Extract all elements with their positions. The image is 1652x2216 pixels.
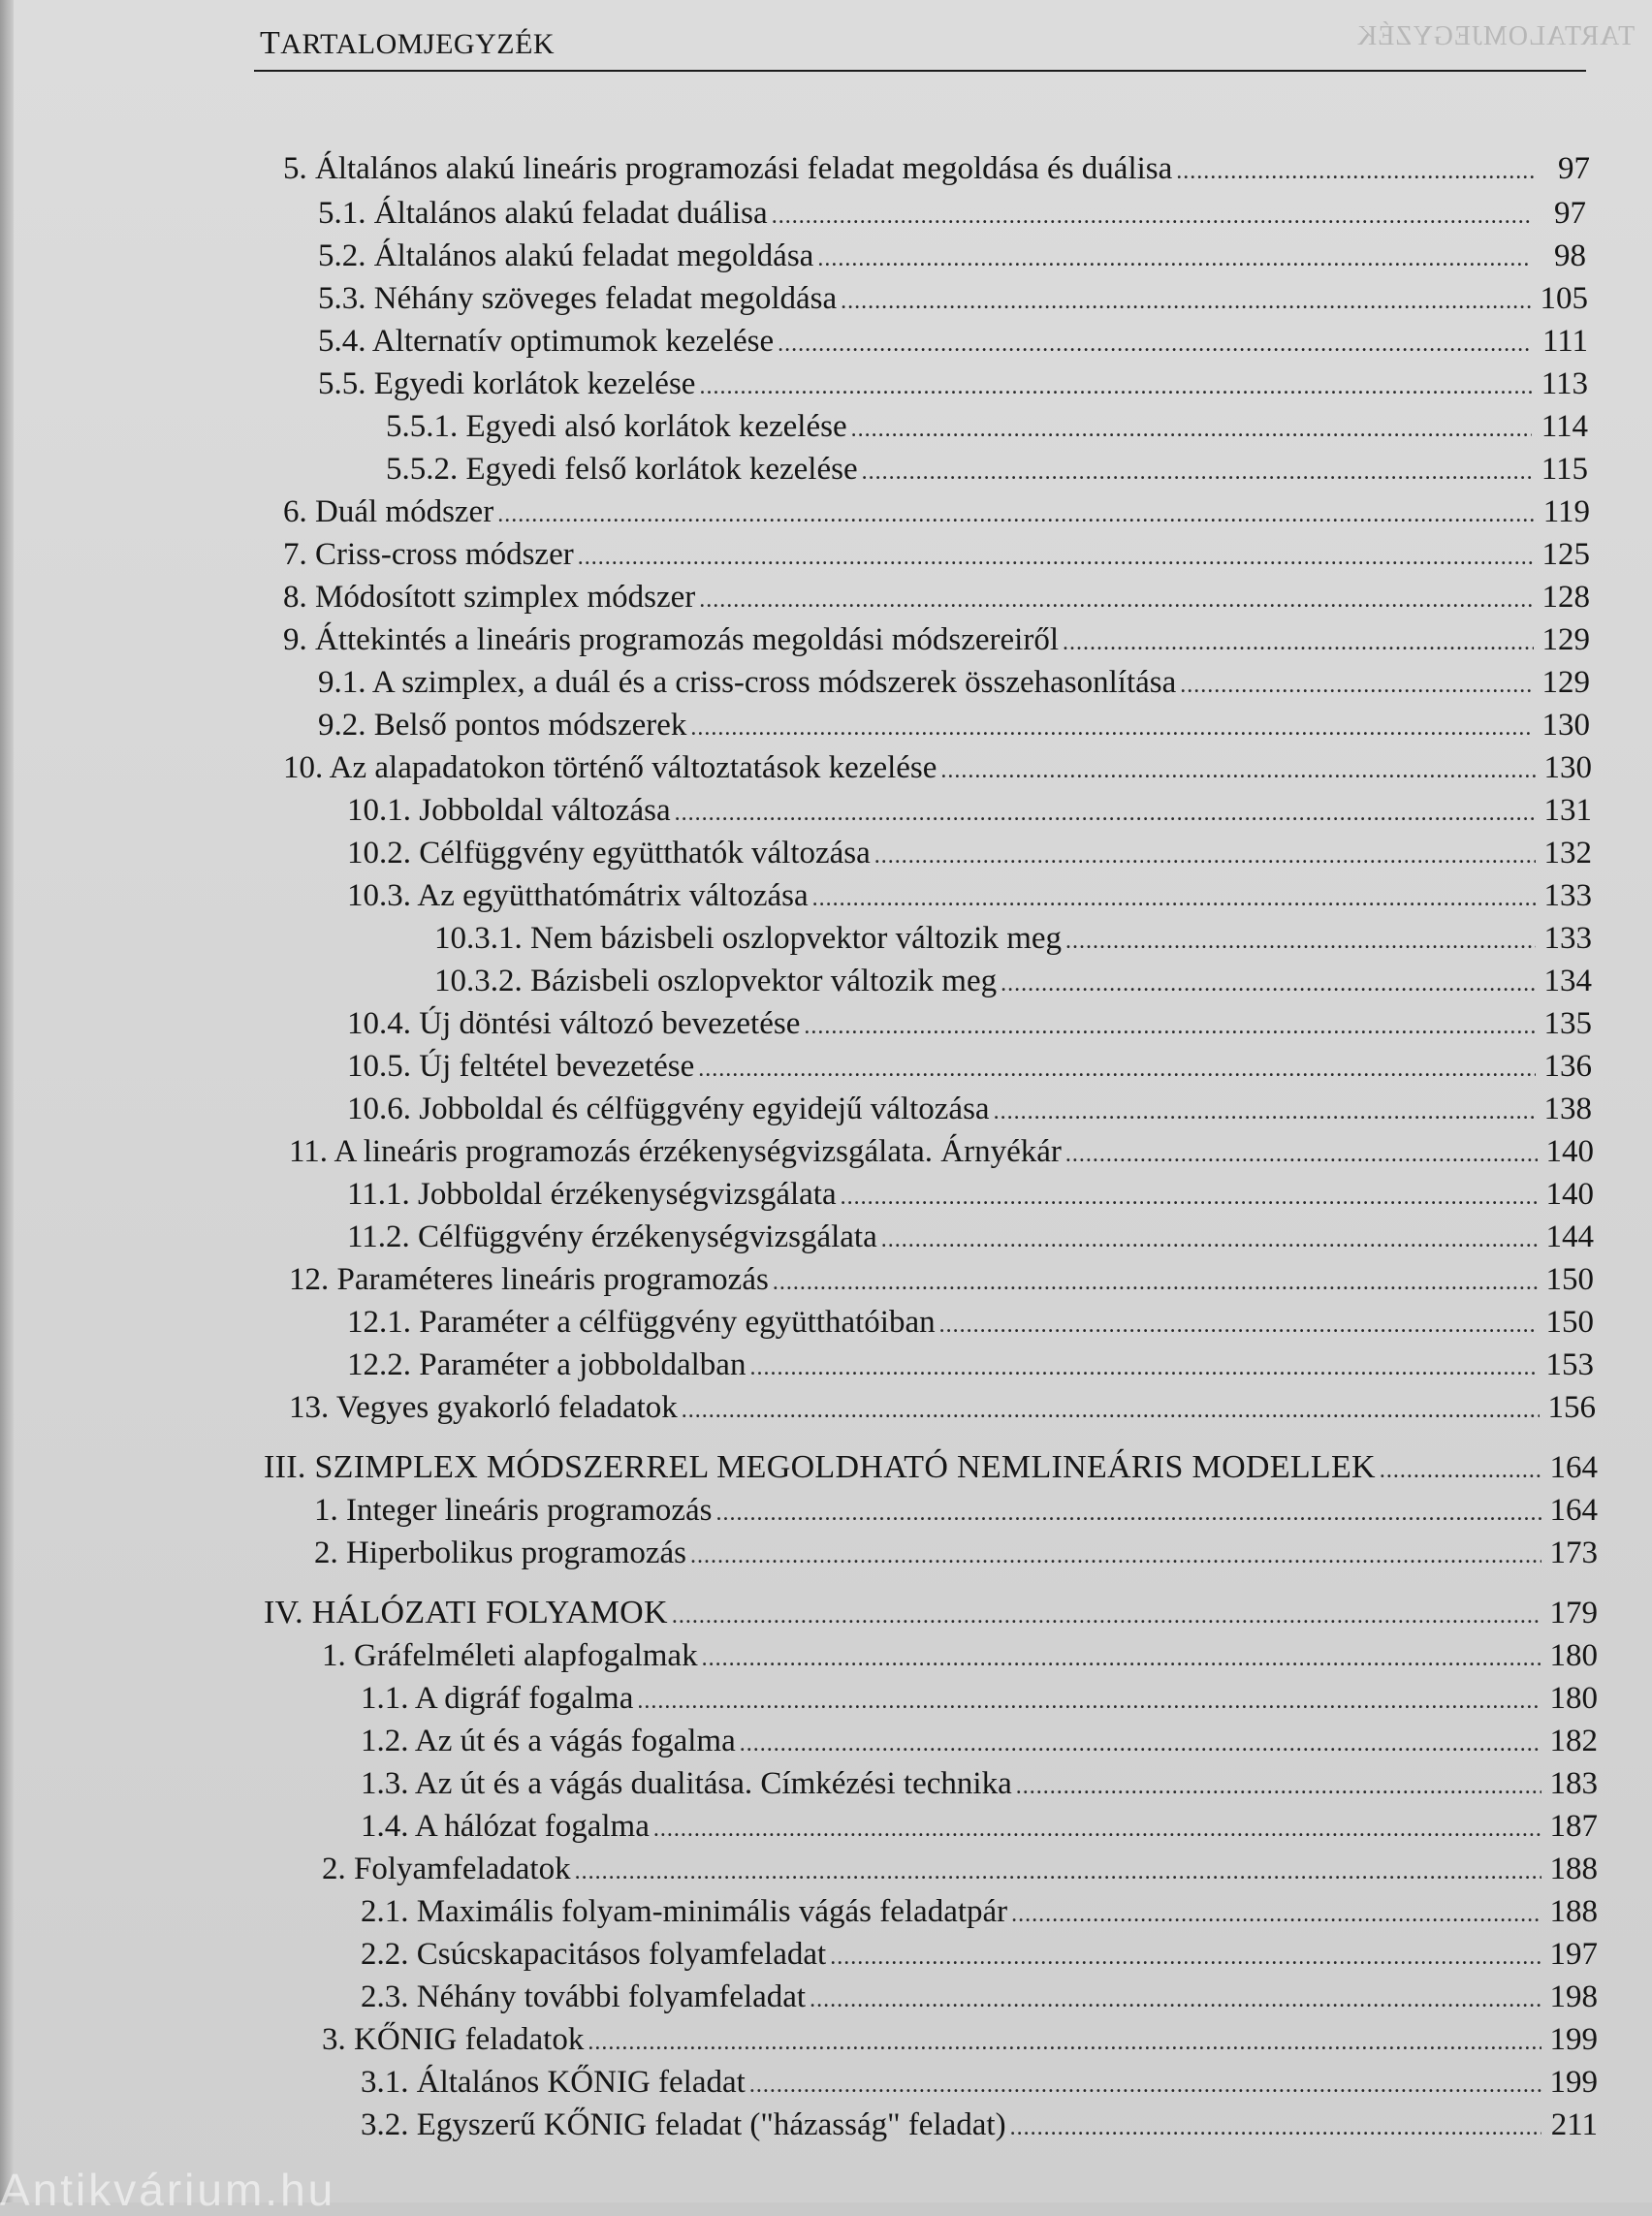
toc-entry-page: 211 bbox=[1550, 2107, 1598, 2142]
toc-entry-title: 5.5. Egyedi korlátok kezelése bbox=[318, 366, 696, 401]
toc-entry bbox=[347, 1303, 1594, 1345]
toc-entry-page: 182 bbox=[1549, 1724, 1598, 1758]
dot-leader bbox=[497, 495, 1534, 534]
dot-leader bbox=[1010, 2108, 1541, 2147]
dot-leader bbox=[773, 1263, 1538, 1302]
toc-entry bbox=[434, 919, 1592, 961]
toc-entry bbox=[361, 2105, 1598, 2147]
dot-leader bbox=[804, 1007, 1536, 1046]
dot-leader bbox=[690, 709, 1534, 747]
toc-entry-title: 10.3.2. Bázisbeli oszlopvektor változik meg bbox=[434, 964, 998, 998]
dot-leader bbox=[1176, 152, 1534, 191]
toc-entry bbox=[314, 1491, 1598, 1533]
toc-entry-title: 10. Az alapadatokon történő változtatások kezelése bbox=[283, 750, 937, 785]
dot-leader bbox=[778, 325, 1532, 364]
toc-entry-title: 6. Duál módszer bbox=[283, 494, 494, 529]
toc-entry bbox=[361, 1764, 1598, 1806]
dot-leader bbox=[810, 1980, 1541, 2019]
toc-entry-title: 12.2. Paraméter a jobboldalban bbox=[347, 1347, 747, 1382]
toc-entry-title: 5.5.1. Egyedi alsó korlátok kezelése bbox=[386, 409, 847, 444]
dot-leader bbox=[812, 879, 1536, 918]
toc-entry-title: 12. Paraméteres lineáris programozás bbox=[289, 1262, 769, 1297]
toc-entry-title: 1. Integer lineáris programozás bbox=[314, 1493, 713, 1528]
toc-entry bbox=[361, 1807, 1598, 1849]
header-rule bbox=[254, 70, 1586, 72]
toc-entry-title: 10.2. Célfüggvény együtthatók változása bbox=[347, 836, 871, 871]
toc-entry bbox=[322, 2020, 1598, 2062]
toc-entry bbox=[434, 962, 1592, 1003]
toc-entry-title: 9.2. Belső pontos módszerek bbox=[318, 708, 687, 743]
toc-entry-title: 2. Hiperbolikus programozás bbox=[314, 1535, 686, 1570]
toc-part-entry bbox=[264, 1448, 1598, 1490]
dot-leader bbox=[841, 1178, 1538, 1217]
toc-entry-title: 9.1. A szimplex, a duál és a criss-cross módszerek összehasonlítása bbox=[318, 665, 1177, 700]
dot-leader bbox=[994, 1092, 1536, 1131]
dot-leader bbox=[939, 1306, 1538, 1345]
toc-entry-title: 1.1. A digráf fogalma bbox=[361, 1681, 634, 1716]
toc-entry-page: 180 bbox=[1549, 1638, 1598, 1673]
toc-entry bbox=[283, 149, 1590, 191]
toc-entry-page: 164 bbox=[1549, 1450, 1598, 1485]
toc-entry-page: 150 bbox=[1545, 1262, 1594, 1297]
toc-entry bbox=[318, 364, 1588, 406]
toc-entry-title: 5. Általános alakú lineáris programozási feladat megoldása és duálisa bbox=[283, 151, 1173, 186]
toc-entry-page: 199 bbox=[1549, 2065, 1598, 2100]
toc-entry-page: 199 bbox=[1549, 2022, 1598, 2057]
dot-leader bbox=[1001, 965, 1536, 1003]
toc-entry-title: 1. Gráfelméleti alapfogalmak bbox=[322, 1638, 698, 1673]
toc-entry-title: 5.1. Általános alakú feladat duálisa bbox=[318, 196, 768, 231]
toc-entry bbox=[347, 1345, 1594, 1387]
toc-entry-page: 128 bbox=[1541, 580, 1590, 615]
toc-entry-page: 105 bbox=[1540, 281, 1588, 316]
toc-entry bbox=[318, 663, 1590, 705]
dot-leader bbox=[940, 751, 1536, 790]
dot-leader bbox=[1063, 623, 1534, 662]
toc-entry-page: 133 bbox=[1543, 878, 1592, 913]
toc-entry-page: 134 bbox=[1543, 964, 1592, 998]
toc-entry bbox=[347, 1218, 1594, 1259]
page-edge-shadow bbox=[0, 0, 14, 2202]
toc-entry-title: 7. Criss-cross módszer bbox=[283, 537, 574, 572]
toc-entry bbox=[347, 1047, 1592, 1089]
toc-entry bbox=[347, 1090, 1592, 1131]
dot-leader bbox=[675, 794, 1536, 833]
toc-entry-page: 183 bbox=[1549, 1766, 1598, 1801]
bleed-through-text: TARTALOMJEGYZÉK bbox=[1355, 21, 1635, 51]
dot-leader bbox=[588, 2023, 1541, 2062]
toc-entry bbox=[289, 1132, 1594, 1174]
toc-entry bbox=[318, 706, 1590, 747]
toc-entry-title: 11.1. Jobboldal érzékenységvizsgálata bbox=[347, 1177, 837, 1212]
toc-entry bbox=[283, 748, 1592, 790]
dot-leader bbox=[1011, 1895, 1541, 1934]
dot-leader bbox=[682, 1391, 1540, 1430]
toc-entry-title: 1.2. Az út és a vágás fogalma bbox=[361, 1724, 736, 1758]
toc-entry bbox=[283, 578, 1590, 619]
toc-entry-page: 150 bbox=[1545, 1305, 1594, 1340]
toc-entry bbox=[347, 791, 1592, 833]
toc-entry-page: 130 bbox=[1541, 708, 1590, 743]
toc-entry-title: 8. Módosított szimplex módszer bbox=[283, 580, 696, 615]
toc-entry-title: 2.3. Néhány további folyamfeladat bbox=[361, 1979, 807, 2014]
toc-entry-page: 188 bbox=[1549, 1894, 1598, 1929]
dot-leader bbox=[1065, 1135, 1538, 1174]
toc-entry-page: 129 bbox=[1541, 665, 1590, 700]
toc-entry bbox=[318, 279, 1588, 321]
toc-entry-title: 10.4. Új döntési változó bevezetése bbox=[347, 1006, 801, 1041]
toc-entry-page: 131 bbox=[1543, 793, 1592, 828]
toc-entry-title: 11. A lineáris programozás érzékenységvizsgálata. Árnyékár bbox=[289, 1134, 1062, 1169]
toc-entry-page: 144 bbox=[1545, 1219, 1594, 1254]
toc-entry-page: 188 bbox=[1549, 1852, 1598, 1886]
toc-entry-page: 98 bbox=[1554, 238, 1586, 273]
toc-entry-page: 115 bbox=[1541, 452, 1588, 487]
toc-entry bbox=[283, 620, 1590, 662]
dot-leader bbox=[851, 410, 1532, 449]
toc-entry-title: 11.2. Célfüggvény érzékenységvizsgálata bbox=[347, 1219, 877, 1254]
toc-entry bbox=[322, 1850, 1598, 1891]
toc-entry-page: 97 bbox=[1554, 196, 1586, 231]
toc-entry-title: III. SZIMPLEX MÓDSZERREL MEGOLDHATÓ NEMLINEÁRIS MODELLEK bbox=[264, 1449, 1376, 1485]
dot-leader bbox=[749, 2066, 1541, 2105]
toc-entry-title: 10.5. Új feltétel bevezetése bbox=[347, 1049, 695, 1084]
toc-entry-page: 97 bbox=[1558, 151, 1590, 186]
toc-entry-page: 113 bbox=[1541, 366, 1588, 401]
toc-entry bbox=[361, 1722, 1598, 1763]
toc-entry bbox=[361, 1978, 1598, 2019]
toc-entry-title: 5.5.2. Egyedi felső korlátok kezelése bbox=[386, 452, 858, 487]
toc-entry-title: 5.2. Általános alakú feladat megoldása bbox=[318, 238, 814, 273]
dot-leader bbox=[881, 1220, 1538, 1259]
toc-entry bbox=[318, 322, 1588, 364]
toc-entry-title: 2.2. Csúcskapacitásos folyamfeladat bbox=[361, 1937, 827, 1972]
toc-entry bbox=[314, 1534, 1598, 1575]
dot-leader bbox=[699, 367, 1532, 406]
toc-entry-page: 136 bbox=[1543, 1049, 1592, 1084]
toc-entry bbox=[283, 535, 1590, 577]
toc-entry-page: 197 bbox=[1549, 1937, 1598, 1972]
toc-entry-page: 129 bbox=[1541, 622, 1590, 657]
toc-entry-title: 2.1. Maximális folyam-minimális vágás feladatpár bbox=[361, 1894, 1008, 1929]
toc-entry-page: 133 bbox=[1543, 921, 1592, 956]
toc-entry bbox=[347, 834, 1592, 875]
toc-entry-title: IV. HÁLÓZATI FOLYAMOK bbox=[264, 1595, 668, 1630]
dot-leader bbox=[716, 1494, 1541, 1533]
dot-leader bbox=[841, 282, 1532, 321]
toc-entry-page: 111 bbox=[1541, 324, 1588, 359]
header-initial: T bbox=[260, 25, 281, 61]
header-rest: ARTALOMJEGYZÉK bbox=[280, 28, 556, 60]
toc-entry-page: 180 bbox=[1549, 1681, 1598, 1716]
toc-entry bbox=[283, 492, 1590, 534]
toc-entry-page: 164 bbox=[1549, 1493, 1598, 1528]
toc-entry bbox=[347, 1004, 1592, 1046]
toc-entry bbox=[289, 1388, 1596, 1430]
toc-entry-title: 10.6. Jobboldal és célfüggvény egyidejű változása bbox=[347, 1092, 990, 1126]
dot-leader bbox=[578, 538, 1534, 577]
dot-leader bbox=[740, 1725, 1541, 1763]
toc-entry bbox=[289, 1260, 1594, 1302]
toc-entry-page: 173 bbox=[1549, 1535, 1598, 1570]
toc-part-entry bbox=[264, 1594, 1598, 1635]
toc-entry-page: 135 bbox=[1543, 1006, 1592, 1041]
toc-entry-page: 187 bbox=[1549, 1809, 1598, 1844]
dot-leader bbox=[672, 1597, 1541, 1635]
toc-entry-title: 3. KŐNIG feladatok bbox=[322, 2022, 585, 2057]
toc-entry-page: 119 bbox=[1542, 494, 1590, 529]
running-header bbox=[260, 25, 555, 62]
toc-entry-title: 10.1. Jobboldal változása bbox=[347, 793, 671, 828]
toc-entry-page: 138 bbox=[1543, 1092, 1592, 1126]
toc-entry bbox=[347, 876, 1592, 918]
toc-entry-title: 10.3. Az együtthatómátrix változása bbox=[347, 878, 809, 913]
dot-leader bbox=[702, 1639, 1541, 1678]
toc-entry bbox=[318, 237, 1586, 278]
toc-entry-title: 5.4. Alternatív optimumok kezelése bbox=[318, 324, 775, 359]
toc-entry-page: 114 bbox=[1541, 409, 1588, 444]
toc-entry bbox=[386, 450, 1588, 491]
watermark: Antikvárium.hu bbox=[0, 2165, 336, 2215]
toc-entry bbox=[386, 407, 1588, 449]
dot-leader bbox=[1065, 922, 1536, 961]
toc-entry-title: 5.3. Néhány szöveges feladat megoldása bbox=[318, 281, 838, 316]
toc-entry bbox=[361, 1935, 1598, 1977]
toc-entry-page: 130 bbox=[1543, 750, 1592, 785]
toc-entry-page: 125 bbox=[1541, 537, 1590, 572]
toc-entry bbox=[318, 194, 1586, 236]
dot-leader bbox=[699, 581, 1534, 619]
toc-entry-title: 9. Áttekintés a lineáris programozás megoldási módszereiről bbox=[283, 622, 1060, 657]
dot-leader bbox=[830, 1938, 1541, 1977]
toc-entry bbox=[361, 2063, 1598, 2105]
toc-entry-title: 1.3. Az út és a vágás dualitása. Címkézési technika bbox=[361, 1766, 1012, 1801]
dot-leader bbox=[637, 1682, 1541, 1721]
toc-entry bbox=[322, 1636, 1598, 1678]
toc-entry-page: 140 bbox=[1545, 1177, 1594, 1212]
toc-entry-page: 140 bbox=[1545, 1134, 1594, 1169]
dot-leader bbox=[1016, 1767, 1541, 1806]
dot-leader bbox=[1180, 666, 1534, 705]
toc-entry-page: 179 bbox=[1549, 1596, 1598, 1630]
toc-entry-page: 198 bbox=[1549, 1979, 1598, 2014]
dot-leader bbox=[690, 1536, 1541, 1575]
dot-leader bbox=[653, 1810, 1541, 1849]
toc-entry-page: 132 bbox=[1543, 836, 1592, 871]
dot-leader bbox=[698, 1050, 1536, 1089]
toc-entry bbox=[347, 1175, 1594, 1217]
toc-entry-title: 13. Vegyes gyakorló feladatok bbox=[289, 1390, 678, 1425]
toc-entry bbox=[361, 1679, 1598, 1721]
toc-entry-title: 10.3.1. Nem bázisbeli oszlopvektor változik meg bbox=[434, 921, 1063, 956]
dot-leader bbox=[862, 453, 1532, 491]
dot-leader bbox=[874, 837, 1536, 875]
toc-entry-title: 3.2. Egyszerű KŐNIG feladat ("házasság" feladat) bbox=[361, 2107, 1006, 2142]
toc-entry-title: 2. Folyamfeladatok bbox=[322, 1852, 571, 1886]
toc-entry-page: 153 bbox=[1545, 1347, 1594, 1382]
dot-leader bbox=[817, 239, 1530, 278]
dot-leader bbox=[1380, 1451, 1541, 1490]
toc-entry bbox=[361, 1892, 1598, 1934]
toc-entry-page: 156 bbox=[1547, 1390, 1596, 1425]
toc-entry-title: 12.1. Paraméter a célfüggvény együtthatóiban bbox=[347, 1305, 936, 1340]
toc-entry-title: 3.1. Általános KŐNIG feladat bbox=[361, 2065, 746, 2100]
dot-leader bbox=[575, 1852, 1541, 1891]
dot-leader bbox=[749, 1348, 1538, 1387]
dot-leader bbox=[772, 197, 1530, 236]
toc-entry-title: 1.4. A hálózat fogalma bbox=[361, 1809, 650, 1844]
